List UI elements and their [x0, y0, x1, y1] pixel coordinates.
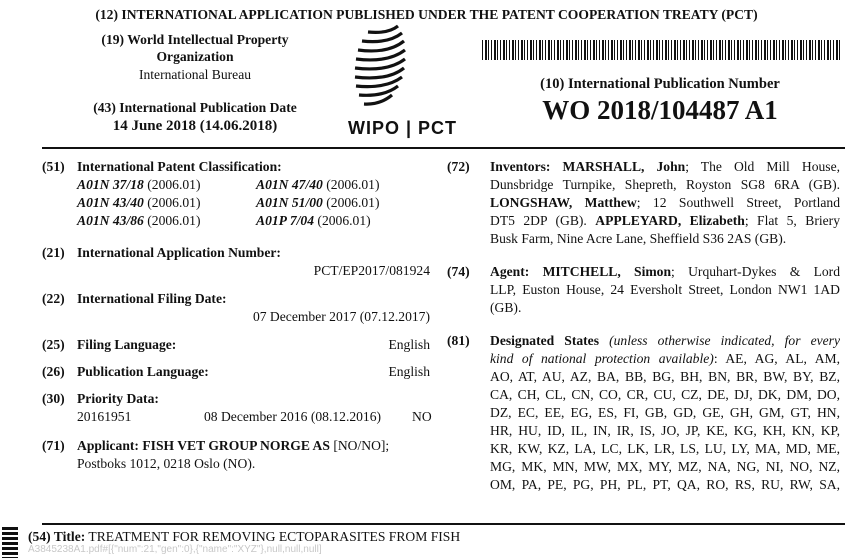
designated-states-line: HR, HU, ID, IL, IN, IR, IS, JO, JP, KE, KG, KH, KN, KP,: [490, 423, 840, 438]
org-label: (19) World Intellectual Property: [101, 32, 289, 47]
applicant-name: FISH VET GROUP NORGE AS: [142, 438, 330, 453]
org-line2: Organization: [156, 49, 234, 64]
field-25-num: (25): [42, 337, 65, 352]
inventor-name: APPLEYARD, Elizabeth: [595, 213, 745, 228]
field-22-label: International Filing Date:: [77, 291, 227, 306]
pub-date-label: (43) International Publication Date: [93, 100, 297, 115]
agent-firm: ; Urquhart-Dykes & Lord: [671, 264, 840, 279]
designated-states-line: OM, PA, PE, PG, PH, PL, PT, QA, RO, RS, RU, RW, SA,: [490, 477, 840, 492]
inventor-line: [490, 194, 840, 211]
publication-language: English: [388, 364, 430, 379]
inventor-address: Busk Farm, Nine Acre Lane, Sheffield S36 2AS (GB).: [490, 231, 787, 246]
designated-states-label: Designated States: [490, 333, 599, 348]
designated-states-heading: [490, 332, 840, 349]
priority-date: 08 December 2016 (08.12.2016): [204, 409, 382, 424]
designated-states-line: KR, KW, KZ, LA, LC, LK, LR, LS, LU, LY, MA, MD, ME,: [490, 441, 840, 456]
filing-language: English: [388, 337, 430, 352]
designated-states-note: (unless otherwise indicated, for every: [599, 333, 840, 348]
ipc-class: [256, 194, 379, 211]
invention-title: TREATMENT FOR REMOVING ECTOPARASITES FROM FISH: [85, 529, 461, 544]
field-51-num: (51): [42, 159, 65, 174]
org-bureau: International Bureau: [138, 67, 252, 82]
inventor-line: [490, 158, 840, 175]
designated-states-line: [490, 350, 840, 367]
pub-date-value: 14 June 2018 (14.06.2018): [112, 118, 278, 134]
agent-address: LLP, Euston House, 24 Eversholt Street, London NW1 1AD: [490, 282, 840, 297]
designated-states-note: kind of national protection available): [490, 351, 714, 366]
field-74-num: (74): [447, 264, 470, 279]
field-25-label: Filing Language:: [77, 337, 177, 352]
applicant-label: Applicant:: [77, 438, 139, 453]
ipc-version: (2006.01): [143, 177, 201, 192]
field-26-label: Publication Language:: [77, 364, 209, 379]
ipc-class: [256, 176, 379, 193]
designated-states-codes: : AE, AG, AL, AM,: [713, 351, 840, 366]
barcode: [482, 40, 840, 60]
priority-country: NO: [412, 409, 432, 424]
ipc-code: A01N 43/86: [77, 213, 144, 228]
applicant-line: [77, 437, 389, 454]
field-30-label: Priority Data:: [77, 391, 159, 406]
field-30-num: (30): [42, 391, 65, 406]
title-rule: [42, 523, 845, 525]
inventor-name: LONGSHAW, Matthew: [490, 195, 637, 210]
inventor-line: [490, 212, 840, 229]
side-barcode: [2, 527, 18, 558]
wipo-logo-icon: [340, 22, 420, 117]
applicant-address: Postboks 1012, 0218 Oslo (NO).: [77, 456, 256, 471]
ipc-code: A01N 43/40: [77, 195, 144, 210]
wipo-pct-logo-text: WIPO | PCT: [348, 118, 458, 138]
ipc-class: [256, 212, 371, 229]
ipc-code: A01N 37/18: [77, 177, 144, 192]
title-label: (54) Title:: [28, 529, 86, 544]
inventor-address: Dunsbridge Turnpike, Shepreth, Royston SG8 6RA (GB).: [490, 177, 840, 192]
top-rule: [42, 147, 845, 149]
filing-date: 07 December 2017 (07.12.2017): [252, 309, 430, 324]
field-71-num: (71): [42, 438, 65, 453]
field-22-num: (22): [42, 291, 65, 306]
ipc-code: A01N 51/00: [256, 195, 323, 210]
designated-states-line: DZ, EC, EE, EG, ES, FI, GB, GD, GE, GH, GM, GT, HN,: [490, 405, 840, 420]
agent-line: [490, 263, 840, 280]
agent-country: (GB).: [490, 300, 522, 315]
inventors-label: Inventors:: [490, 159, 551, 174]
agent-label: Agent:: [490, 264, 530, 279]
ipc-class: [77, 212, 200, 229]
ipc-version: (2006.01): [322, 177, 380, 192]
document-header: (12) INTERNATIONAL APPLICATION PUBLISHED UNDER THE PATENT COOPERATION TREATY (PCT): [95, 7, 758, 22]
inventor-address: ; 12 Southwell Street, Portland: [636, 195, 840, 210]
designated-states-line: MG, MK, MN, MW, MX, MY, MZ, NA, NG, NI, NO, NZ,: [490, 459, 840, 474]
ipc-class: [77, 176, 200, 193]
ipc-code: A01P 7/04: [256, 213, 315, 228]
inventor-address: ; The Old Mill House,: [685, 159, 840, 174]
ipc-version: (2006.01): [143, 195, 201, 210]
field-72-num: (72): [447, 159, 470, 174]
inventor-address: ; Flat 5, Briery: [744, 213, 840, 228]
title-line: [28, 528, 460, 545]
pub-number-label: (10) International Publication Number: [540, 76, 780, 92]
agent-name: MITCHELL, Simon: [542, 264, 672, 279]
ipc-version: (2006.01): [314, 213, 371, 228]
link-overlay-text: A3845238A1.pdf#[{"num":21,"gen":0},{"name":"XYZ"},null,null,null]: [28, 544, 322, 555]
priority-application: 20161951: [77, 409, 132, 424]
ipc-version: (2006.01): [143, 213, 201, 228]
pub-number-value: WO 2018/104487 A1: [542, 95, 778, 125]
ipc-version: (2006.01): [322, 195, 380, 210]
designated-states-line: CA, CH, CL, CN, CO, CR, CU, CZ, DE, DJ, DK, DM, DO,: [490, 387, 840, 402]
field-21-num: (21): [42, 245, 65, 260]
inventor-address: DT5 2DP (GB).: [490, 213, 596, 228]
field-26-num: (26): [42, 364, 65, 379]
field-21-label: International Application Number:: [77, 245, 281, 260]
applicant-nationality: [NO/NO];: [329, 438, 390, 453]
field-51-label: International Patent Classification:: [77, 159, 282, 174]
designated-states-line: AO, AT, AU, AZ, BA, BB, BG, BH, BN, BR, BW, BY, BZ,: [490, 369, 840, 384]
ipc-class: [77, 194, 200, 211]
field-81-num: (81): [447, 333, 470, 348]
application-number: PCT/EP2017/081924: [313, 263, 430, 278]
inventor-name: MARSHALL, John: [562, 159, 686, 174]
ipc-code: A01N 47/40: [256, 177, 323, 192]
